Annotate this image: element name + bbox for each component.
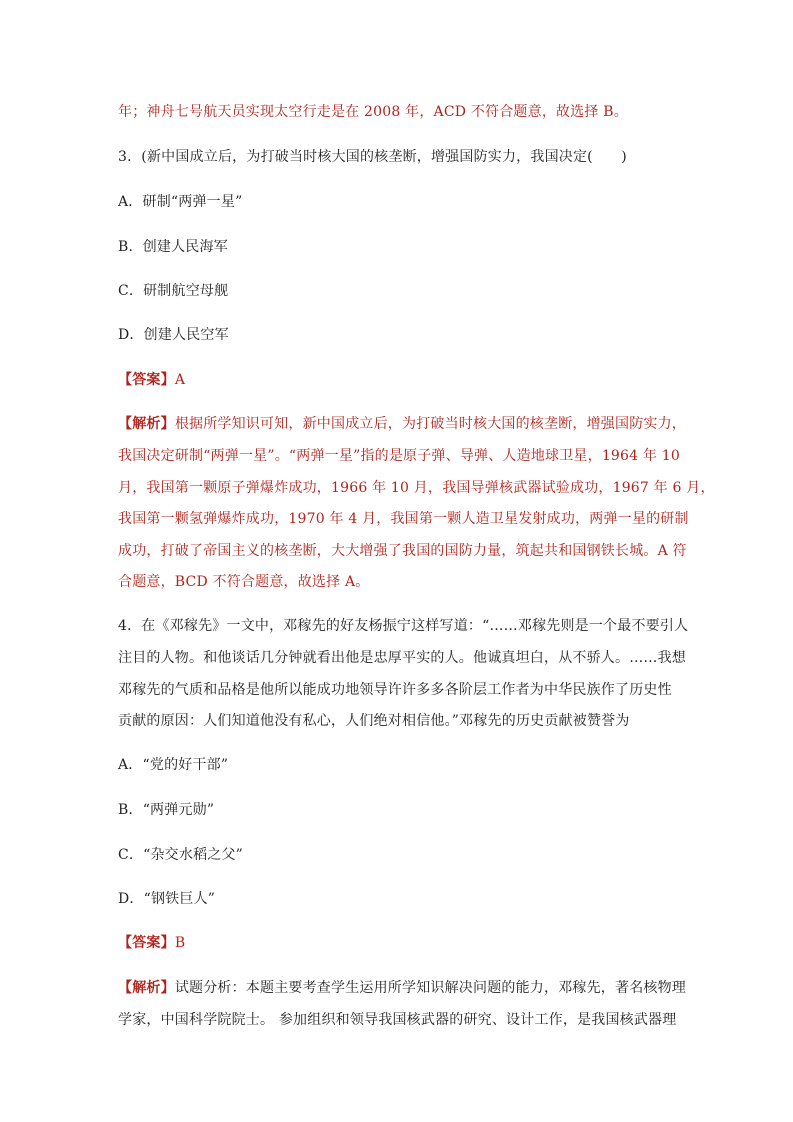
q4-option-c: C．“杂交水稻之父” [118, 847, 244, 863]
q3-option-a: A．研制“两弹一星” [118, 194, 243, 210]
q3-answer [118, 370, 185, 390]
q4-stem-line-1: 4．在《邓稼先》一文中，邓稼先的好友杨振宁这样写道：“……邓稼先则是一个最不要引人 [118, 618, 689, 634]
analysis-text: 根据所学知识可知，新中国成立后，为打破当时核大国的核垄断，增强国防实力， [174, 416, 687, 432]
q3-analysis-line-6: 合题意，BCD 不符合题意，故选择 A。 [118, 574, 370, 590]
answer-tag: 【答案】 [118, 935, 175, 951]
q3-analysis-line-1 [118, 414, 686, 434]
answer-value: B [174, 935, 186, 951]
q4-stem-line-2: 注目的人物。和他谈话几分钟就看出他是忠厚平实的人。他诚真坦白，从不骄人。……我想 [118, 650, 686, 666]
q3-option-d: D．创建人民空军 [118, 327, 229, 343]
q4-analysis-line-1 [118, 978, 686, 998]
q3-option-b: B．创建人民海军 [118, 239, 228, 255]
q4-option-a: A．“党的好干部” [118, 757, 229, 773]
analysis-tag: 【解析】 [118, 416, 175, 432]
q3-analysis-line-3: 月，我国第一颗原子弹爆炸成功，1966 年 10 月，我国导弹核武器试验成功，1967 年 6 月， [118, 480, 715, 496]
q4-stem-line-4: 贡献的原因：人们知道他没有私心，人们绝对相信他。”邓稼先的历史贡献被赞誉为 [118, 713, 630, 729]
q3-analysis-line-4: 我国第一颗氢弹爆炸成功，1970 年 4 月，我国第一颗人造卫星发射成功，两弹一星的研制 [118, 511, 689, 527]
q3-analysis-line-5: 成功，打破了帝国主义的核垄断，大大增强了我国的国防力量，筑起共和国钢铁长城。A 符 [118, 543, 687, 559]
q3-stem: 3．(新中国成立后，为打破当时核大国的核垄断，增强国防实力，我国决定( ) [118, 149, 627, 165]
q3-analysis-line-2: 我国决定研制“两弹一星”。“两弹一星”指的是原子弹、导弹、人造地球卫星，1964 年 10 [118, 448, 680, 464]
q3-option-c: C．研制航空母舰 [118, 283, 229, 299]
answer-tag: 【答案】 [118, 372, 175, 388]
prev-analysis-line: 年；神舟七号航天员实现太空行走是在 2008 年，ACD 不符合题意，故选择 B。 [118, 104, 628, 120]
answer-value: A [174, 372, 186, 388]
analysis-tag: 【解析】 [118, 980, 175, 996]
q4-analysis-line-2: 学家，中国科学院院士。 参加组织和领导我国核武器的研究、设计工作，是我国核武器理 [118, 1012, 677, 1028]
q4-option-b: B．“两弹元勋” [118, 802, 215, 818]
q4-option-d: D．“钢铁巨人” [118, 891, 216, 907]
q4-stem-line-3: 邓稼先的气质和品格是他所以能成功地领导许许多多各阶层工作者为中华民族作了历史性 [118, 682, 672, 698]
q4-answer [118, 933, 185, 953]
analysis-text: 试题分析：本题主要考查学生运用所学知识解决问题的能力，邓稼先，著名核物理 [174, 980, 687, 996]
